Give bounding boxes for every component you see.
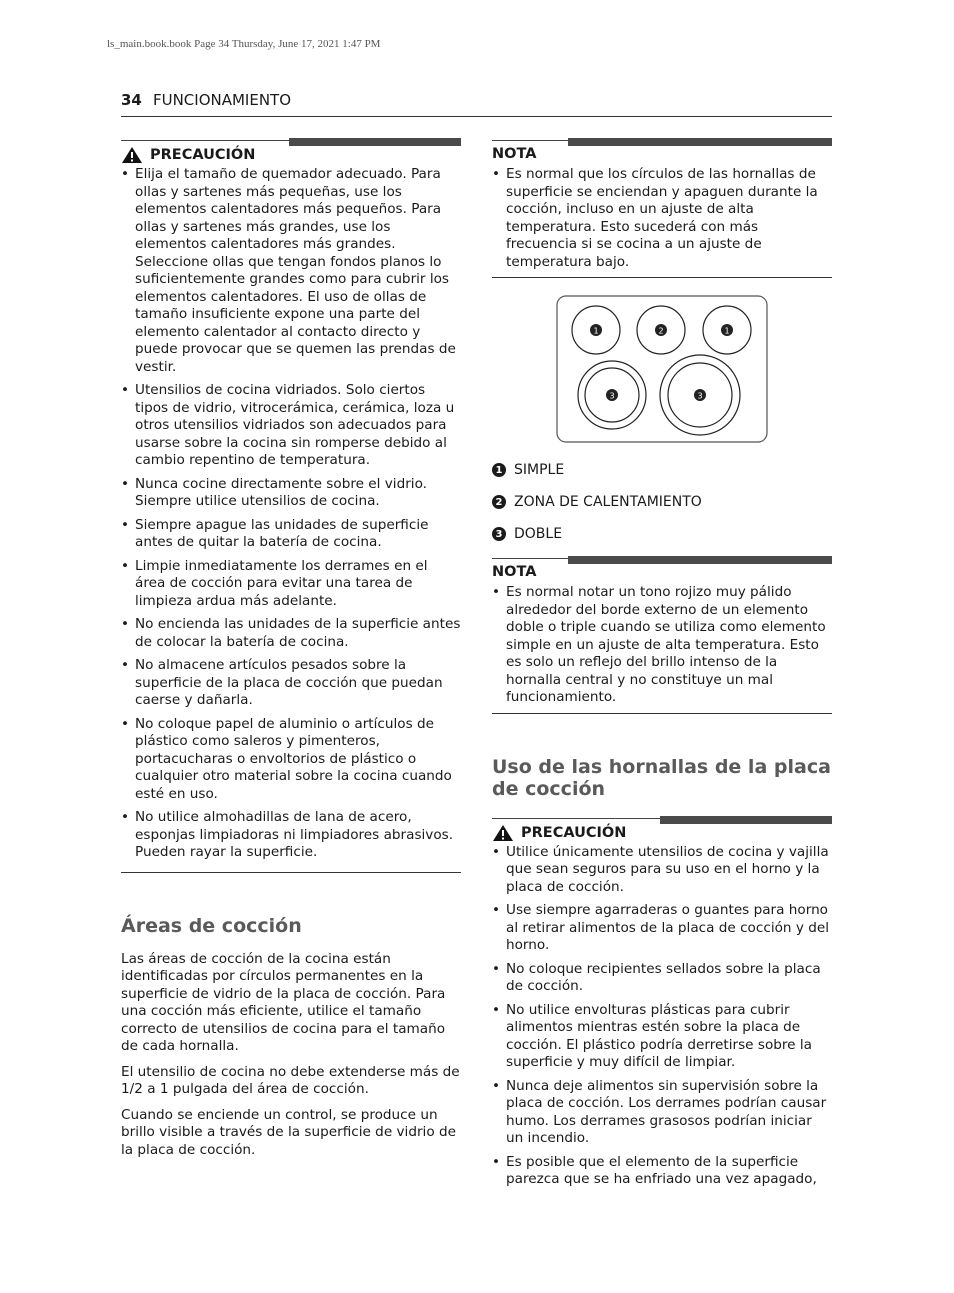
print-line: ls_main.book.book Page 34 Thursday, June 17, 2021 1:47 PM — [107, 38, 381, 50]
list-item: • No coloque papel de aluminio o artículos de plástico como saleros y pimenteros, portacucharas o envoltorios de plástico o cualquier otro material sobre la cocina cuando esté en uso. — [121, 716, 461, 804]
list-item: • No utilice envolturas plásticas para cubrir alimentos mientras estén sobre la placa de cocción. El plástico podría derretirse sobre la superficie y muy difícil de limpiar. — [492, 1002, 832, 1072]
uso-title: Uso de las hornallas de la placa de cocción — [492, 755, 831, 800]
legend-label: DOBLE — [514, 526, 563, 542]
list-item: • Es normal que los círculos de las hornallas de superficie se enciendan y apaguen durante la cocción, incluso en un ajuste de alta temperatura. Esto sucederá con más frecuencia si se cocina a un ajuste de temperatura bajo. — [492, 166, 832, 271]
page-header — [121, 90, 832, 117]
legend-item — [492, 518, 832, 550]
burner-marker: 1 — [724, 326, 730, 336]
list-item: • No utilice almohadillas de lana de acero, esponjas limpiadoras ni limpiadores abrasivos. Pueden rayar la superficie. — [121, 809, 461, 862]
cooktop-diagram — [492, 294, 832, 456]
legend-number: 2 — [492, 495, 506, 509]
areas-paragraph: El utensilio de cocina no debe extenderse más de 1/2 a 1 pulgada del área de cocción. — [121, 1063, 460, 1097]
list-item: • Nunca cocine directamente sobre el vidrio. Siempre utilice utensilios de cocina. — [121, 476, 461, 511]
list-item: • No almacene artículos pesados sobre la superficie de la placa de cocción que puedan caerse y dañarla. — [121, 657, 461, 710]
burner-marker: 3 — [609, 391, 615, 401]
note-label: NOTA — [492, 564, 537, 580]
caution-label: PRECAUCIÓN — [150, 147, 256, 163]
list-item: • Elija el tamaño de quemador adecuado. Para ollas y sartenes más pequeñas, use los elementos calentadores más pequeños. Para ollas y sartenes más grandes, use los elementos calentadores más grandes. Seleccione ollas que tengan fondos planos lo suficientemente grandes como para cubrir los elementos calentadores. El uso de ollas de tamaño insuficiente expone una parte del elemento calentador al contacto directo y puede provocar que se quemen las prendas de vestir. — [121, 166, 461, 376]
section-title: FUNCIONAMIENTO — [152, 91, 292, 109]
legend-item — [492, 454, 832, 486]
list-item: • Es normal notar un tono rojizo muy pálido alrededor del borde externo de un elemento doble o triple cuando se utiliza como elemento simple en un ajuste de alta temperatura. Esto es solo un reflejo del brillo intenso de la hornalla central y no constituye un mal funcionamiento. — [492, 584, 832, 707]
note-label: NOTA — [492, 146, 537, 162]
caution-header — [492, 816, 832, 844]
burner-marker: 3 — [697, 391, 703, 401]
caution-list — [492, 844, 832, 1189]
list-item: • No coloque recipientes sellados sobre la placa de cocción. — [492, 961, 832, 996]
page-number: 34 — [121, 91, 142, 109]
right-column — [492, 138, 832, 1195]
burner-marker: 1 — [593, 326, 599, 336]
list-item: • Limpie inmediatamente los derrames en el área de cocción para evitar una tarea de limpieza ardua más adelante. — [121, 558, 461, 611]
note-list — [492, 166, 832, 271]
note-list — [492, 584, 832, 707]
legend-number: 1 — [492, 463, 506, 477]
areas-paragraph: Las áreas de cocción de la cocina están identificadas por círculos permanentes en la superficie de vidrio de la placa de cocción. Para una cocción más eficiente, utilice el tamaño correcto de utensilios de cocina para el tamaño de cada hornalla. — [121, 950, 446, 1054]
note-divider — [492, 277, 832, 278]
note-header — [492, 138, 832, 166]
legend-label: SIMPLE — [514, 462, 565, 478]
note-header — [492, 556, 832, 584]
caution-divider — [121, 872, 461, 873]
diagram-legend — [492, 454, 832, 550]
areas-paragraph: Cuando se enciende un control, se produce un brillo visible a través de la superficie de vidrio de la placa de cocción. — [121, 1106, 456, 1158]
warning-icon — [121, 146, 143, 164]
warning-icon — [492, 824, 514, 842]
list-item: • Use siempre agarraderas o guantes para horno al retirar alimentos de la placa de cocción y del horno. — [492, 902, 832, 955]
list-item: • Nunca deje alimentos sin supervisión sobre la placa de cocción. Los derrames podrían causar humo. Los derrames grasosos podrían iniciar un incendio. — [492, 1078, 832, 1148]
legend-label: ZONA DE CALENTAMIENTO — [514, 494, 702, 510]
caution-list — [121, 166, 461, 862]
areas-title: Áreas de cocción — [121, 914, 302, 937]
list-item: • Siempre apague las unidades de superficie antes de quitar la batería de cocina. — [121, 517, 461, 552]
caution-label: PRECAUCIÓN — [521, 824, 627, 841]
caution-header — [121, 138, 461, 166]
burner-marker: 2 — [658, 326, 664, 336]
note-divider — [492, 713, 832, 714]
list-item: • Utilice únicamente utensilios de cocina y vajilla que sean seguros para su uso en el horno y la placa de cocción. — [492, 844, 832, 897]
list-item: • No encienda las unidades de la superficie antes de colocar la batería de cocina. — [121, 616, 461, 651]
legend-item — [492, 486, 832, 518]
list-item: • Es posible que el elemento de la superficie parezca que se ha enfriado una vez apagado, — [492, 1154, 832, 1189]
list-item: • Utensilios de cocina vidriados. Solo ciertos tipos de vidrio, vitrocerámica, cerámica, loza u otros utensilios vidriados son adecuados para usarse sobre la cocina sin romperse debido al cambio repentino de temperatura. — [121, 382, 461, 470]
legend-number: 3 — [492, 527, 506, 541]
left-column — [121, 138, 461, 1167]
